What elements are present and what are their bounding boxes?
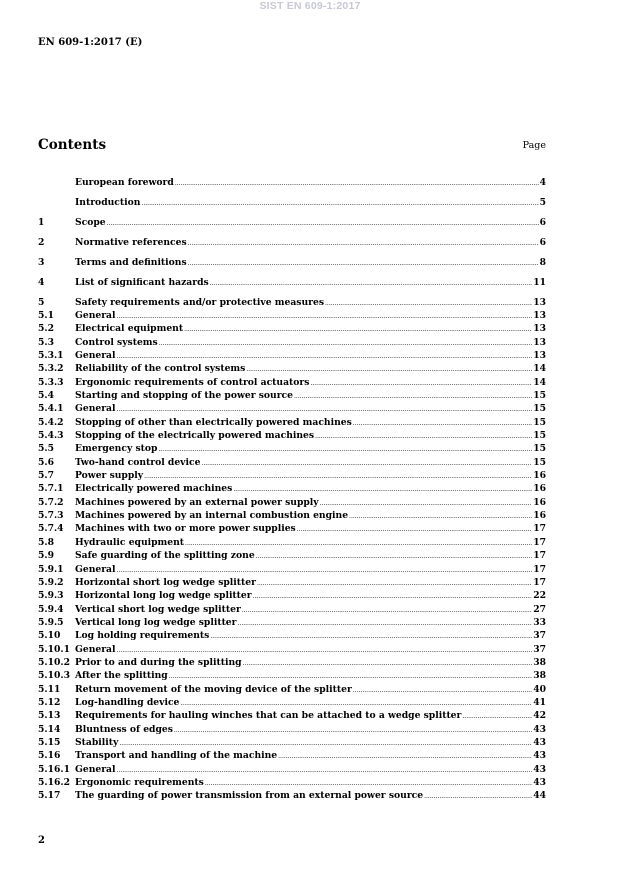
toc-entry-page: 43: [533, 723, 546, 735]
toc-entry-number: 5.4.1: [38, 403, 64, 415]
toc-entry-title: General: [75, 563, 116, 575]
toc-entry-number: 5.9.3: [38, 590, 64, 602]
toc-entry-leader: [424, 789, 532, 803]
toc-entry-title: Prior to and during the splitting: [75, 656, 242, 668]
toc-entry-title: General: [75, 643, 116, 655]
toc-entry-title: General: [75, 350, 116, 361]
toc-entry-leader: [169, 669, 533, 683]
toc-entry-number: 5.7.3: [38, 510, 64, 522]
toc-entry[interactable]: [38, 482, 546, 495]
toc-entry-leader: [349, 509, 532, 523]
toc-entry-number: 5.2: [38, 323, 54, 335]
toc-entry-number: 5.9: [38, 550, 54, 562]
toc-entry-title: Safety requirements and/or protective measures: [75, 296, 324, 308]
toc-entry-title: Vertical short log wedge splitter: [75, 603, 241, 615]
toc-entry[interactable]: [38, 789, 546, 802]
toc-entry-title: Normative references: [75, 236, 187, 248]
toc-entry-title: Bluntness of edges: [75, 723, 173, 735]
toc-entry-page: 38: [533, 670, 546, 682]
toc-entry-page: 15: [533, 390, 546, 402]
toc-entry-number: 5.14: [38, 723, 61, 735]
toc-entry-page: 43: [533, 750, 546, 762]
document-id: EN 609-1:2017 (E): [38, 37, 143, 48]
toc-entry-leader: [294, 389, 532, 403]
toc-entry-leader: [462, 709, 532, 723]
toc-entry-number: 5.7: [38, 470, 54, 482]
toc-entry-title: Introduction: [75, 196, 141, 208]
toc-entry-page: 17: [533, 523, 546, 535]
toc-entry-title: Requirements for hauling winches that can be attached to a wedge splitter: [75, 710, 462, 722]
table-of-contents: [38, 176, 546, 803]
toc-entry[interactable]: [38, 603, 546, 616]
toc-entry-number: 5.11: [38, 683, 61, 695]
toc-entry-leader: [119, 736, 532, 750]
toc-entry-leader: [185, 536, 532, 550]
toc-entry[interactable]: [38, 616, 546, 629]
toc-entry-number: 5.10.3: [38, 670, 70, 682]
toc-entry-page: 15: [533, 443, 546, 455]
toc-entry[interactable]: [38, 522, 546, 535]
toc-entry[interactable]: [38, 442, 546, 455]
toc-entry-number: 5.10.1: [38, 643, 70, 655]
toc-entry-page: 13: [533, 336, 546, 348]
toc-entry-number: 5.10: [38, 630, 61, 642]
toc-entry-title: Terms and definitions: [75, 256, 187, 268]
toc-entry[interactable]: [38, 429, 546, 442]
toc-entry[interactable]: [38, 376, 546, 389]
toc-entry-title: General: [75, 763, 116, 775]
toc-entry-leader: [117, 563, 533, 577]
toc-entry-leader: [246, 362, 532, 376]
toc-entry-page: 22: [533, 590, 546, 602]
toc-entry-number: 5.3.3: [38, 376, 64, 388]
toc-entry-leader: [141, 196, 538, 210]
toc-entry-page: 6: [539, 216, 546, 228]
toc-entry-number: 4: [38, 276, 45, 288]
toc-entry[interactable]: [38, 643, 546, 656]
toc-entry[interactable]: [38, 629, 546, 642]
toc-entry[interactable]: [38, 656, 546, 669]
toc-entry-leader: [233, 482, 532, 496]
toc-entry-leader: [201, 456, 532, 470]
toc-entry[interactable]: [38, 509, 546, 522]
toc-entry[interactable]: [38, 736, 546, 749]
toc-entry-leader: [257, 576, 532, 590]
toc-entry-page: 43: [533, 777, 546, 788]
toc-entry-title: General: [75, 403, 116, 415]
toc-entry-leader: [320, 496, 533, 510]
toc-entry[interactable]: [38, 456, 546, 469]
toc-entry-leader: [144, 469, 532, 483]
toc-entry-leader: [188, 236, 539, 250]
toc-entry-number: 5.7.2: [38, 496, 64, 508]
toc-entry[interactable]: [38, 589, 546, 602]
toc-entry-title: Reliability of the control systems: [75, 363, 246, 375]
toc-entry-number: 3: [38, 256, 45, 268]
toc-entry-title: Horizontal long log wedge splitter: [75, 590, 252, 602]
toc-entry-title: Safe guarding of the splitting zone: [75, 550, 255, 562]
toc-entry-number: 5.3.1: [38, 350, 64, 361]
toc-entry-page: 11: [533, 276, 546, 288]
toc-entry-page: 5: [539, 196, 546, 208]
toc-entry[interactable]: [38, 256, 546, 269]
toc-entry[interactable]: [38, 402, 546, 415]
toc-entry-page: 16: [533, 510, 546, 522]
toc-entry-title: Horizontal short log wedge splitter: [75, 576, 256, 588]
toc-entry-title: Transport and handling of the machine: [75, 750, 278, 762]
toc-entry-number: 5.4: [38, 390, 54, 402]
toc-entry-title: Return movement of the moving device of the splitter: [75, 683, 352, 695]
toc-entry[interactable]: [38, 336, 546, 349]
toc-entry-leader: [205, 776, 532, 790]
toc-entry-page: 38: [533, 656, 546, 668]
toc-entry-page: 15: [533, 456, 546, 468]
toc-entry-leader: [238, 616, 533, 630]
toc-entry-leader: [117, 309, 533, 323]
toc-entry[interactable]: [38, 749, 546, 762]
toc-entry-page: 16: [533, 483, 546, 495]
toc-entry[interactable]: [38, 469, 546, 482]
toc-entry-number: 1: [38, 216, 45, 228]
toc-entry[interactable]: [38, 176, 546, 189]
toc-entry-title: Stopping of the electrically powered machines: [75, 430, 315, 442]
toc-entry[interactable]: [38, 723, 546, 736]
toc-entry[interactable]: [38, 536, 546, 549]
toc-entry-page: 43: [533, 763, 546, 775]
toc-entry-number: 5.16: [38, 750, 61, 762]
toc-entry-page: 16: [533, 496, 546, 508]
toc-entry-number: 5.9.1: [38, 563, 64, 575]
toc-entry-title: Stopping of other than electrically powered machines: [75, 416, 352, 428]
toc-entry-number: 5.7.4: [38, 523, 64, 535]
toc-entry-title: The guarding of power transmission from an external power source: [75, 790, 424, 802]
toc-entry-number: 5.6: [38, 456, 54, 468]
toc-entry-title: Control systems: [75, 336, 158, 348]
page-column-label: Page: [522, 140, 546, 151]
toc-entry-title: Starting and stopping of the power source: [75, 390, 294, 402]
toc-entry[interactable]: [38, 276, 546, 289]
toc-entry-leader: [117, 349, 533, 363]
toc-entry-leader: [353, 683, 532, 697]
toc-entry-leader: [310, 376, 532, 390]
toc-entry-page: 33: [533, 616, 546, 628]
toc-entry-title: Log-handling device: [75, 696, 180, 708]
toc-entry-number: 5.13: [38, 710, 61, 722]
toc-entry[interactable]: [38, 563, 546, 576]
toc-entry-leader: [243, 656, 533, 670]
toc-entry-leader: [297, 522, 532, 536]
toc-entry-page: 8: [539, 256, 546, 268]
toc-entry-number: 5.16.1: [38, 763, 70, 775]
toc-entry-title: Two-hand control device: [75, 456, 201, 468]
toc-entry[interactable]: [38, 496, 546, 509]
toc-entry[interactable]: [38, 309, 546, 322]
toc-entry-leader: [158, 442, 532, 456]
toc-entry-page: 37: [533, 643, 546, 655]
toc-entry[interactable]: [38, 669, 546, 682]
toc-entry[interactable]: [38, 549, 546, 562]
toc-entry-leader: [107, 216, 539, 230]
toc-entry-number: 5.17: [38, 790, 61, 802]
toc-entry-title: Scope: [75, 216, 106, 228]
toc-entry[interactable]: [38, 349, 546, 362]
toc-entry-title: Machines powered by an external power supply: [75, 496, 319, 508]
toc-entry-leader: [325, 296, 532, 310]
toc-entry-leader: [117, 763, 533, 777]
toc-entry-page: 27: [533, 603, 546, 615]
toc-entry-leader: [117, 643, 533, 657]
toc-entry-page: 13: [533, 296, 546, 308]
toc-entry[interactable]: [38, 576, 546, 589]
toc-entry-leader: [180, 696, 532, 710]
toc-entry-number: 5.4.2: [38, 416, 64, 428]
toc-entry-page: 15: [533, 430, 546, 442]
watermark-text: SIST EN 609-1:2017: [259, 0, 361, 12]
toc-entry-title: Electrically powered machines: [75, 483, 233, 495]
toc-entry-number: 5.3.2: [38, 363, 64, 375]
toc-entry-title: Log holding requirements: [75, 630, 210, 642]
toc-entry-number: 5.8: [38, 536, 54, 548]
toc-entry-leader: [159, 336, 533, 350]
toc-entry-title: Vertical long log wedge splitter: [75, 616, 237, 628]
toc-entry-page: 44: [533, 790, 546, 802]
toc-entry[interactable]: [38, 763, 546, 776]
toc-entry-number: 5.15: [38, 736, 61, 748]
toc-entry-title: Machines powered by an internal combustion engine: [75, 510, 349, 522]
toc-entry-title: Power supply: [75, 470, 144, 482]
toc-entry-title: Machines with two or more power supplies: [75, 523, 296, 535]
toc-entry-title: General: [75, 309, 116, 321]
toc-entry-number: 2: [38, 236, 45, 248]
toc-entry-number: 5.7.1: [38, 483, 64, 495]
toc-entry-leader: [315, 429, 532, 443]
toc-entry-number: 5.3: [38, 336, 54, 348]
toc-entry-number: 5.4.3: [38, 430, 64, 442]
toc-entry-page: 14: [533, 363, 546, 375]
toc-entry-page: 15: [533, 403, 546, 415]
toc-entry-page: 17: [533, 563, 546, 575]
toc-entry[interactable]: [38, 389, 546, 402]
toc-entry[interactable]: [38, 416, 546, 429]
toc-entry-leader: [210, 629, 532, 643]
toc-entry-page: 17: [533, 536, 546, 548]
toc-entry[interactable]: [38, 709, 546, 722]
toc-entry[interactable]: [38, 776, 546, 789]
toc-entry-title: After the splitting: [75, 670, 168, 682]
toc-entry-page: 14: [533, 376, 546, 388]
toc-entry-number: 5.9.2: [38, 576, 64, 588]
toc-entry-title: Stability: [75, 736, 119, 748]
toc-entry-page: 17: [533, 576, 546, 588]
toc-entry-page: 4: [539, 177, 546, 188]
toc-entry[interactable]: [38, 322, 546, 335]
toc-entry[interactable]: [38, 362, 546, 375]
toc-entry-leader: [210, 276, 533, 290]
toc-entry-title: Hydraulic equipment: [75, 536, 185, 548]
toc-entry-title: List of significant hazards: [75, 276, 209, 288]
toc-entry-leader: [174, 723, 532, 737]
toc-entry[interactable]: [38, 683, 546, 696]
toc-entry-page: 43: [533, 736, 546, 748]
toc-entry-leader: [278, 749, 532, 763]
toc-entry-page: 37: [533, 630, 546, 642]
page-number: 2: [38, 835, 45, 846]
toc-entry-number: 5.10.2: [38, 656, 70, 668]
toc-entry-number: 5.5: [38, 443, 54, 455]
toc-entry-leader: [256, 549, 533, 563]
toc-entry-leader: [188, 256, 539, 270]
toc-entry-page: 13: [533, 323, 546, 335]
toc-entry-page: 13: [533, 309, 546, 321]
toc-entry-leader: [253, 589, 533, 603]
toc-entry[interactable]: [38, 696, 546, 709]
toc-entry-title: Ergonomic requirements of control actuators: [75, 376, 310, 388]
toc-entry-page: 17: [533, 550, 546, 562]
toc-entry-page: 41: [533, 696, 546, 708]
toc-entry-leader: [242, 603, 532, 617]
toc-entry-leader: [175, 176, 539, 190]
toc-entry-title: European foreword: [75, 177, 174, 188]
toc-entry-number: 5.9.5: [38, 616, 64, 628]
page-title: Contents: [38, 137, 107, 153]
toc-entry-leader: [117, 402, 533, 416]
toc-entry-page: 16: [533, 470, 546, 482]
toc-entry-page: 40: [533, 683, 546, 695]
toc-entry-page: 42: [533, 710, 546, 722]
toc-entry-number: 5.16.2: [38, 777, 70, 788]
toc-entry-number: 5.1: [38, 309, 54, 321]
toc-entry-title: Ergonomic requirements: [75, 777, 204, 788]
toc-entry-title: Electrical equipment: [75, 323, 184, 335]
toc-entry[interactable]: [38, 216, 546, 229]
toc-entry-number: 5.12: [38, 696, 61, 708]
toc-entry[interactable]: [38, 196, 546, 209]
toc-entry-number: 5.9.4: [38, 603, 64, 615]
toc-entry[interactable]: [38, 296, 546, 309]
toc-entry-page: 6: [539, 236, 546, 248]
toc-entry-leader: [184, 322, 532, 336]
toc-entry[interactable]: [38, 236, 546, 249]
toc-entry-page: 15: [533, 416, 546, 428]
toc-entry-page: 13: [533, 350, 546, 361]
toc-entry-leader: [353, 416, 532, 430]
toc-entry-title: Emergency stop: [75, 443, 158, 455]
toc-entry-number: 5: [38, 296, 45, 308]
